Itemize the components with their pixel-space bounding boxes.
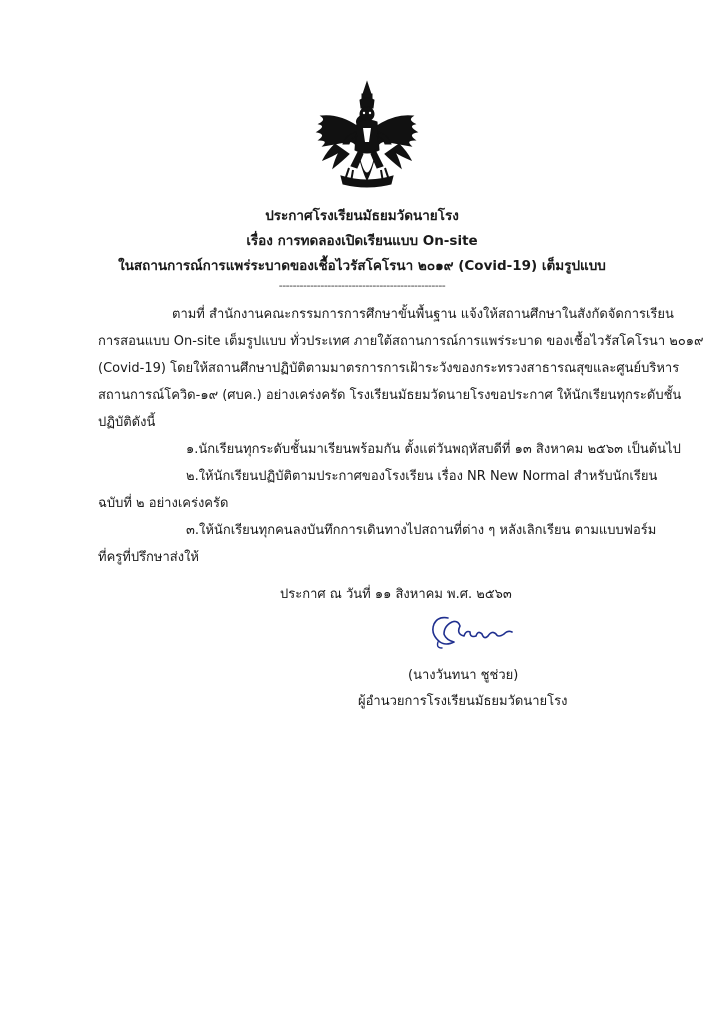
body-paragraph-line: ตามที่ สำนักงานคณะกรรมการการศึกษาขั้นพื้นฐาน แจ้งให้สถานศึกษาในสังกัดจัดการเรียน [172,307,674,322]
separator-line: ------------------------------------------------ [278,279,446,292]
list-item: ๒.ให้นักเรียนปฏิบัติตามประกาศของโรงเรียน เรื่อง NR New Normal สำหรับนักเรียน [186,469,658,484]
body-paragraph-line: (Covid-19) โดยให้สถานศึกษาปฏิบัติตามมาตรการการเฝ้าระวังของกระทรวงสาธารณสุขและศูนย์บริหาร [98,361,680,376]
announcement-subject: เรื่อง การทดลองเปิดเรียนแบบ On-site [246,233,478,249]
body-paragraph-line: สถานการณ์โควิด-๑๙ (ศบค.) อย่างเคร่งครัด โรงเรียนมัธยมวัดนายโรงขอประกาศ ให้นักเรียนทุกระดับชั้น [98,388,682,403]
list-item-continuation: ฉบับที่ ๒ อย่างเคร่งครัด [98,496,229,511]
body-paragraph-line: การสอนแบบ On-site เต็มรูปแบบ ทั่วประเทศ ภายใต้สถานการณ์การแพร่ระบาด ของเชื้อไวรัสโคโรนา ๒๐๑๙ [98,334,704,349]
list-item: ๓.ให้นักเรียนทุกคนลงบันทึกการเดินทางไปสถานที่ต่าง ๆ หลังเลิกเรียน ตามแบบฟอร์ม [186,523,657,538]
announcement-date: ประกาศ ณ วันที่ ๑๑ สิงหาคม พ.ศ. ๒๕๖๓ [280,587,512,602]
announcement-subject-detail: ในสถานการณ์การแพร่ระบาดของเชื้อไวรัสโคโรนา ๒๐๑๙ (Covid-19) เต็มรูปแบบ [118,258,606,274]
signer-position: ผู้อำนวยการโรงเรียนมัธยมวัดนายโรง [358,694,568,709]
handwritten-signature [426,612,514,656]
garuda-emblem-icon [305,80,430,192]
body-paragraph-line: ปฏิบัติดังนี้ [98,415,156,430]
signer-name: (นางวันทนา ชูช่วย) [408,668,519,683]
list-item: ๑.นักเรียนทุกระดับชั้นมาเรียนพร้อมกัน ตั้งแต่วันพฤหัสบดีที่ ๑๓ สิงหาคม ๒๕๖๓ เป็นต้นไป [186,442,681,457]
list-item-continuation: ที่ครูที่ปรึกษาส่งให้ [98,550,199,565]
announcement-title: ประกาศโรงเรียนมัธยมวัดนายโรง [265,208,459,224]
